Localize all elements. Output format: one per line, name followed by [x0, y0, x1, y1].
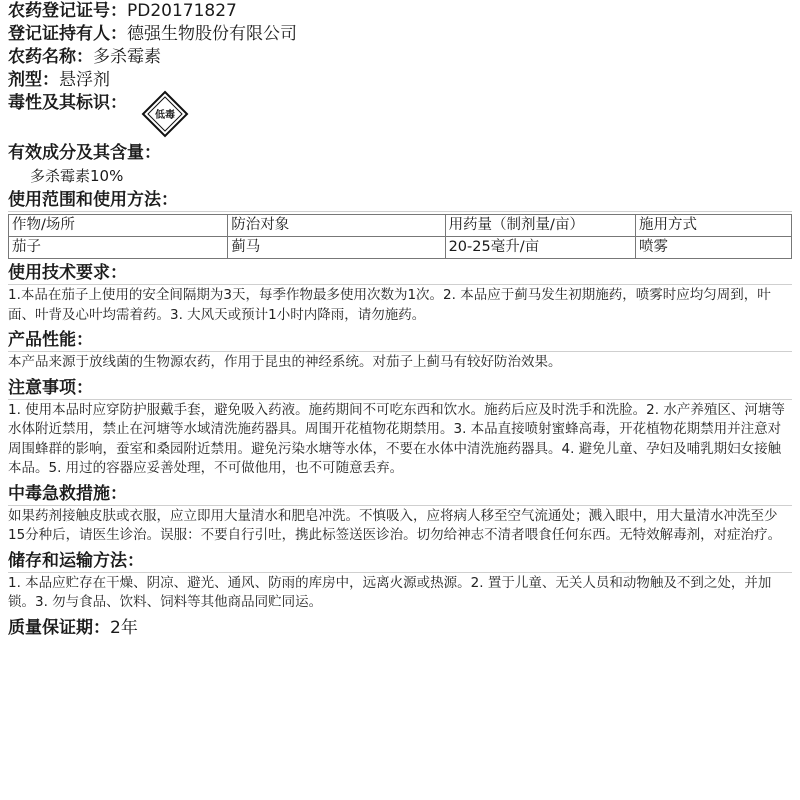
formulation-label: 剂型： [8, 70, 59, 90]
holder-value: 德强生物股份有限公司 [127, 24, 297, 44]
table-row [9, 237, 792, 259]
performance-heading: 产品性能： [8, 329, 792, 352]
usage-col-crop: 作物/场所 [9, 215, 228, 237]
pesticide-name-line [8, 46, 792, 69]
formulation-line [8, 69, 792, 92]
holder-line [8, 23, 792, 46]
usage-col-dosage: 用药量（制剂量/亩） [445, 215, 635, 237]
usage-heading: 使用范围和使用方法： [8, 189, 792, 212]
first-aid-heading: 中毒急救措施： [8, 483, 792, 506]
registration-label: 农药登记证号： [8, 1, 127, 21]
ingredients-heading: 有效成分及其含量： [8, 143, 161, 163]
pesticide-name-label: 农药名称： [8, 47, 93, 67]
toxicity-label: 毒性及其标识： [8, 93, 127, 113]
registration-number-line [8, 0, 792, 23]
usage-col-method: 施用方式 [636, 215, 792, 237]
usage-col-target: 防治对象 [228, 215, 445, 237]
usage-table [8, 214, 792, 259]
warranty-label: 质量保证期： [8, 617, 110, 638]
tech-requirements-heading: 使用技术要求： [8, 262, 792, 285]
tech-requirements-text: 1.本品在茄子上使用的安全间隔期为3天，每季作物最多使用次数为1次。2. 本品应于蓟马发生初期施药，喷雾时应均匀周到，叶面、叶背及心叶均需着药。3. 大风天或预计1小时内降雨，请勿施药。 [8, 287, 771, 323]
usage-cell-crop: 茄子 [9, 237, 228, 259]
toxicity-symbol-text: 低毒 [155, 110, 175, 121]
usage-cell-target: 蓟马 [228, 237, 445, 259]
usage-cell-method: 喷雾 [636, 237, 792, 259]
storage-heading: 储存和运输方法： [8, 550, 792, 573]
registration-value: PD20171827 [127, 1, 237, 21]
holder-label: 登记证持有人： [8, 24, 127, 44]
warranty-line [8, 617, 792, 640]
pesticide-name-value: 多杀霉素 [93, 47, 161, 67]
storage-text: 1. 本品应贮存在干燥、阴凉、避光、通风、防雨的库房中，远离火源或热源。2. 置于儿童、无关人员和动物触及不到之处，并加锁。3. 勿与食品、饮料、饲料等其他商品同贮同运。 [8, 574, 772, 610]
usage-cell-dosage: 20-25毫升/亩 [445, 237, 635, 259]
usage-table-header-row [9, 215, 792, 237]
precautions-heading: 注意事项： [8, 377, 792, 400]
ingredients-value: 多杀霉素10% [30, 167, 124, 185]
toxicity-line [8, 92, 792, 142]
warranty-value: 2年 [110, 617, 138, 638]
performance-text: 本产品来源于放线菌的生物源农药，作用于昆虫的神经系统。对茄子上蓟马有较好防治效果。 [8, 354, 562, 370]
low-toxicity-diamond-icon [141, 90, 189, 138]
precautions-text: 1. 使用本品时应穿防护服戴手套，避免吸入药液。施药期间不可吃东西和饮水。施药后应及时洗手和洗脸。2. 水产养殖区、河塘等水体附近禁用，禁止在河塘等水域清洗施药器具。周围开花植物花期禁用。3. 本品直接喷射蜜蜂高毒，开花植物花期禁用并注意对周围蜂群的影响，蚕室和桑园附近禁用。避免污染水塘等水体，不要在水体中清洗施药器具。4. 避免儿童、孕妇及哺乳期妇女接触本品。5. 用过的容器应妥善处理，不可做他用，也不可随意丢弃。 [8, 401, 785, 476]
first-aid-text: 如果药剂接触皮肤或衣服，应立即用大量清水和肥皂冲洗。不慎吸入，应将病人移至空气流通处；溅入眼中，用大量清水冲洗至少15分种后，请医生诊治。误服：不要自行引吐，携此标签送医诊治。切勿给神志不清者喂食任何东西。无特效解毒剂，对症治疗。 [8, 507, 782, 543]
formulation-value: 悬浮剂 [59, 70, 110, 90]
